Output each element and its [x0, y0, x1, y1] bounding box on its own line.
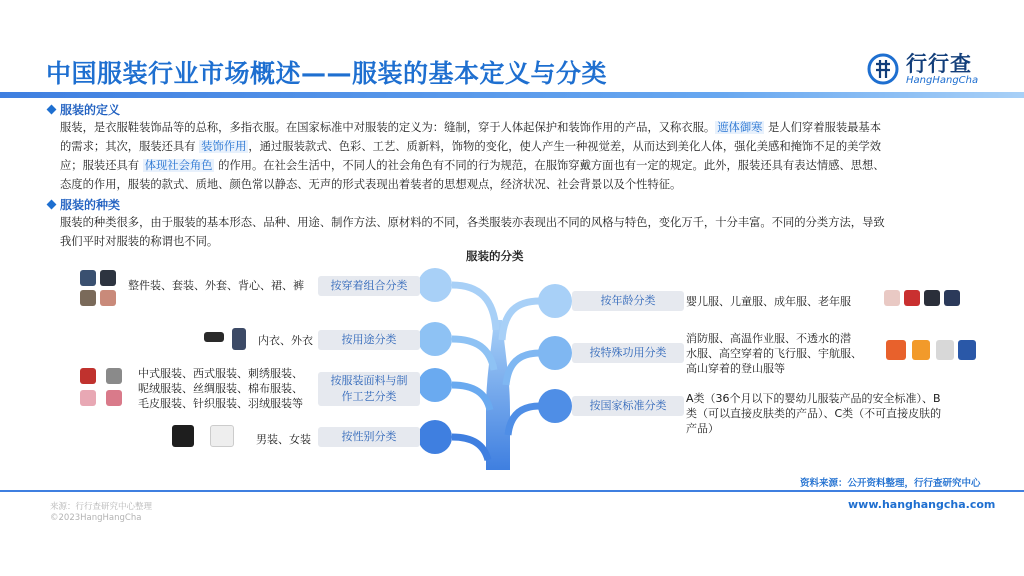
logo-globe-icon: [866, 52, 900, 86]
clothing-image: [80, 290, 96, 306]
clothing-image: [884, 290, 900, 306]
logo-subtext: HangHangCha: [906, 75, 979, 86]
clothing-image: [210, 425, 234, 447]
clothing-image: [80, 270, 96, 286]
diamond-bullet-icon: [47, 200, 57, 210]
category-pill-fabric: 按服装面料与制 作工艺分类: [318, 372, 420, 406]
clothing-image: [904, 290, 920, 306]
clothing-image: [100, 270, 116, 286]
desc-age: 婴儿服、儿童服、成年服、老年服: [686, 295, 851, 308]
desc-fabric: 中式服装、西式服装、刺绣服装、 呢绒服装、丝绸服装、棉布服装、 毛皮服装、针织服装、羽绒服装等: [138, 367, 303, 410]
page-title: 中国服装行业市场概述——服装的基本定义与分类: [46, 59, 608, 88]
desc-special: 消防服、高温作业服、不透水的潜 水服、高空穿着的飞行服、宇航服、 高山穿着的登山服等: [686, 332, 862, 375]
desc-gender: 男装、女装: [256, 433, 311, 446]
branch-node-left-4: [418, 420, 452, 454]
clothing-image: [886, 340, 906, 360]
clothing-image: [944, 290, 960, 306]
clothing-image: [924, 290, 940, 306]
branch-node-right-3: [538, 389, 572, 423]
branch-node-left-1: [418, 268, 452, 302]
footer-divider: [0, 490, 1024, 492]
footer-copyright: ©2023HangHangCha: [50, 513, 142, 523]
clothing-image: [172, 425, 194, 447]
branch-node-left-3: [418, 368, 452, 402]
types-paragraph: 服装的种类很多，由于服装的基本形态、品种、用途、制作方法、原材料的不同，各类服装亦表现出不同的风格与特色，变化万千，十分丰富。不同的分类方法，导致 我们平时对服装的称谓也不同。: [60, 216, 885, 248]
footer-source: 来源：行行查研究中心整理: [50, 502, 153, 512]
category-pill-special: 按特殊功用分类: [572, 343, 684, 363]
clothing-image: [100, 290, 116, 306]
highlight-decoration: 装饰作用: [201, 140, 247, 153]
diagram-title: 服装的分类: [466, 249, 524, 263]
clothing-image: [204, 332, 224, 342]
clothing-image: [936, 340, 954, 360]
desc-standard: A类（36个月以下的婴幼儿服装产品的安全标准）、B 类（可以直接皮肤类的产品）、C类（不可直接皮肤的 产品）: [686, 392, 942, 435]
highlight-keep-warm: 遮体御寒: [717, 121, 763, 134]
desc-combination: 整件装、套装、外套、背心、裙、裤: [128, 279, 304, 292]
category-pill-age: 按年龄分类: [572, 291, 684, 311]
footer-website-link[interactable]: www.hanghangcha.com: [848, 498, 996, 511]
diamond-bullet-icon: [47, 105, 57, 115]
branch-node-left-2: [418, 322, 452, 356]
clothing-image: [106, 390, 122, 406]
clothing-image: [912, 340, 930, 360]
clothing-image: [80, 390, 96, 406]
clothing-image: [80, 368, 96, 384]
category-pill-usage: 按用途分类: [318, 330, 420, 350]
highlight-social-role: 体现社会角色: [144, 159, 213, 172]
clothing-image: [232, 328, 246, 350]
clothing-image: [106, 368, 122, 384]
category-pill-gender: 按性别分类: [318, 427, 420, 447]
classification-diagram: [0, 260, 1024, 470]
clothing-image: [958, 340, 976, 360]
definition-paragraph: 服装，是衣服鞋装饰品等的总称，多指衣服。在国家标准中对服装的定义为：缝制，穿于人体起保护和装饰作用的产品，又称衣服。 遮体御寒 是人们穿着服装最基本 的需求；其次，服装还具有 装饰作用 ，通过服装款式、色彩、工艺、质新料，饰物的变化，使人产生一种视觉差，从而达到美化人体，强化美感和掩饰不足的美学效 应；服装还具有 体现社会角色 的作用。在社会生活中，不同人的社会角色有不同的行为规范，在服饰穿戴方面也有一定的规定。此外，服装还具有表达情感、思想、 态度的作用，服装的款式、质地、颜色常以静态、无声的形式表现出着装者的思想观点，经济状况、社会背景以及个性特征。: [60, 121, 885, 191]
title-underline: [0, 92, 1024, 98]
section-heading-types: 服装的种类: [48, 196, 120, 213]
category-pill-combination: 按穿着组合分类: [318, 276, 420, 296]
logo-text: 行行查: [906, 52, 972, 76]
desc-usage: 内衣、外衣: [258, 334, 313, 347]
brand-logo: [866, 48, 996, 90]
category-pill-standard: 按国家标准分类: [572, 396, 684, 416]
branch-node-right-2: [538, 336, 572, 370]
section-heading-definition: 服装的定义: [48, 101, 120, 118]
branch-node-right-1: [538, 284, 572, 318]
data-source: 资料来源：公开资料整理，行行查研究中心: [800, 478, 981, 489]
